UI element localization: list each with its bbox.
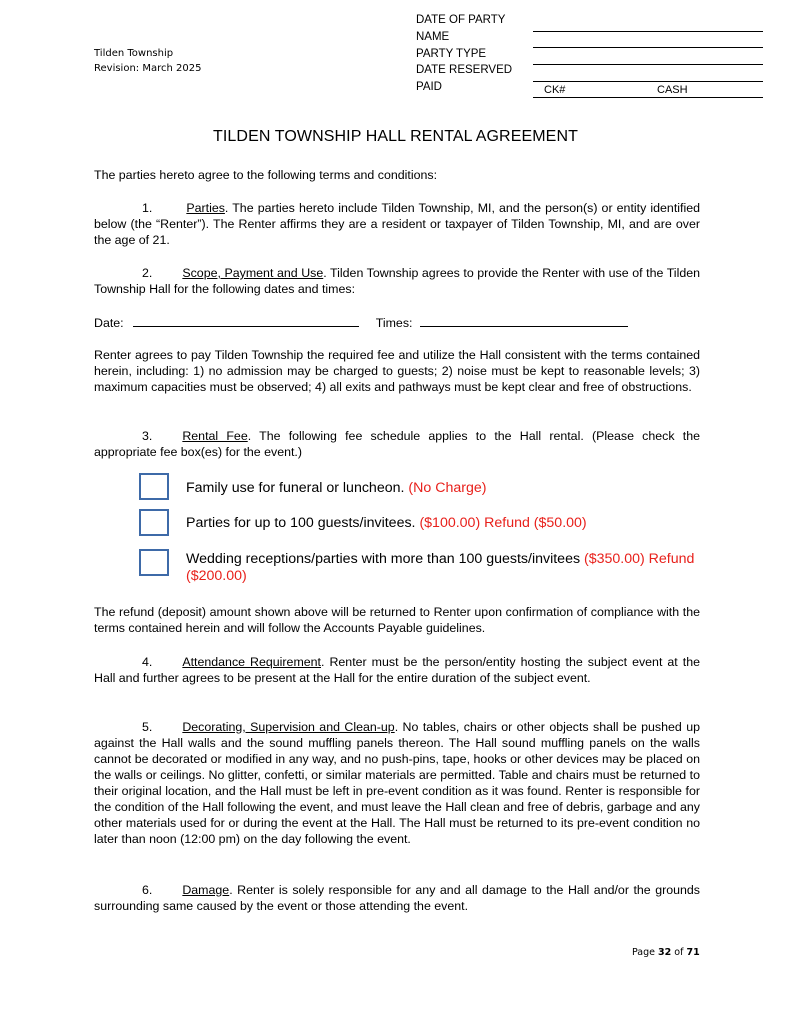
section-heading: Rental Fee xyxy=(182,429,248,443)
section-scope xyxy=(94,265,700,297)
date-input-line[interactable] xyxy=(133,314,359,327)
fee-option-label: Family use for funeral or luncheon. xyxy=(186,480,409,496)
date-label: Date: xyxy=(94,316,124,330)
refund-note: The refund (deposit) amount shown above will be returned to Renter upon confirmation of compliance with the terms contained herein and will follow the Accounts Payable guidelines. xyxy=(94,605,700,635)
section-number: 1. xyxy=(142,201,153,215)
fee-checkbox-wedding[interactable] xyxy=(139,549,169,576)
section-text: . The parties hereto include Tilden Township, MI, and the person(s) or entity identified below (the “Renter”). The Renter affirms they are a resident or taxpayer of Tilden Township, MI, and are over the age of 21. xyxy=(94,201,700,247)
date-of-party-field[interactable] xyxy=(533,31,763,32)
section-heading: Parties xyxy=(186,201,225,215)
ck-label: CK# xyxy=(544,84,566,96)
party-type-field[interactable] xyxy=(533,64,763,65)
section-heading: Damage xyxy=(182,883,230,897)
page-footer xyxy=(632,947,700,958)
section-number: 2. xyxy=(142,266,153,280)
fee-option-price: ($100.00) Refund ($50.00) xyxy=(419,515,587,531)
date-of-party-label: DATE OF PARTY xyxy=(416,14,506,26)
page-title: TILDEN TOWNSHIP HALL RENTAL AGREEMENT xyxy=(213,128,578,145)
name-label: NAME xyxy=(416,31,450,43)
date-reserved-label: DATE RESERVED xyxy=(416,64,513,76)
section-number: 3. xyxy=(142,429,153,443)
fee-option-price: ($350.00) Refund ($200.00) xyxy=(186,551,695,584)
scope-body-text: Renter agrees to pay Tilden Township the required fee and utilize the Hall consistent with the terms contained herein, including: 1) no admission may be charged to guests; 2) noise must be kept to reasonable levels; 3) maximum capacities must be observed; 4) all exits and pathways must be kept clear and free of obstructions. xyxy=(94,348,700,394)
page-number: 32 xyxy=(658,947,672,958)
fee-checkbox-party-100[interactable] xyxy=(139,509,169,536)
section-damage xyxy=(94,882,700,914)
section-decorating xyxy=(94,719,700,847)
cash-label: CASH xyxy=(657,84,688,96)
section-heading: Attendance Requirement xyxy=(182,655,321,669)
times-label: Times: xyxy=(375,316,413,330)
revision-date: Revision: March 2025 xyxy=(94,63,202,74)
fee-option-wedding xyxy=(186,551,696,585)
name-field[interactable] xyxy=(533,47,763,48)
fee-option-label: Parties for up to 100 guests/invitees. xyxy=(186,515,420,531)
page-total: 71 xyxy=(686,947,700,958)
section-rental-fee xyxy=(94,428,700,460)
fee-option-party-100 xyxy=(186,515,696,532)
fee-option-price: (No Charge) xyxy=(408,480,487,496)
section-text: . No tables, chairs or other objects shall be pushed up against the Hall walls and the sound muffling panels thereon. The Hall sound muffling panels on the walls cannot be decorated or modified in any way, and no push-pins, tape, hooks or other devices may be placed on the walls or ceilings. No glitter, confetti, or similar materials are permitted. Table and chairs must be returned to their original location, and the Hall must be left in pre-event condition as it was found. Renter is responsible for the condition of the Hall following the event, and must leave the Hall clean and free of debris, garbage and any other materials used for or during the event at the Hall. The Hall must be returned to its pre-event condition no later than noon (12:00 pm) on the day following the event. xyxy=(94,720,701,846)
paid-label: PAID xyxy=(416,81,442,93)
section-number: 5. xyxy=(142,720,153,734)
fee-checkbox-funeral[interactable] xyxy=(139,473,169,500)
paid-field[interactable] xyxy=(533,81,763,98)
of-word: of xyxy=(671,947,687,958)
section-text: . Renter is solely responsible for any and all damage to the Hall and/or the grounds surrounding same caused by the event or those attending the event. xyxy=(94,883,700,913)
org-name: Tilden Township xyxy=(94,48,174,59)
fee-option-label: Wedding receptions/parties with more than 100 guests/invitees xyxy=(186,551,584,567)
section-heading: Decorating, Supervision and Clean-up xyxy=(182,720,395,734)
section-attendance xyxy=(94,654,700,686)
page-word: Page xyxy=(632,947,659,958)
section-text: . Renter must be the person/entity hosting the subject event at the Hall and further agrees to be present at the Hall for the entire duration of the subject event. xyxy=(94,655,700,685)
section-parties xyxy=(94,200,700,248)
intro-text: The parties hereto agree to the following terms and conditions: xyxy=(94,168,438,182)
date-times-row xyxy=(94,314,700,331)
section-number: 6. xyxy=(142,883,153,897)
section-heading: Scope, Payment and Use xyxy=(182,266,324,280)
header-org-block xyxy=(94,46,201,76)
times-input-line[interactable] xyxy=(420,314,628,327)
party-type-label: PARTY TYPE xyxy=(416,48,487,60)
fee-option-funeral xyxy=(186,480,696,497)
section-number: 4. xyxy=(142,655,153,669)
section-text: . The following fee schedule applies to the Hall rental. (Please check the appropriate fee box(es) for the event.) xyxy=(94,429,700,459)
section-text: . Tilden Township agrees to provide the Renter with use of the Tilden Township Hall for the following dates and times: xyxy=(94,266,700,296)
